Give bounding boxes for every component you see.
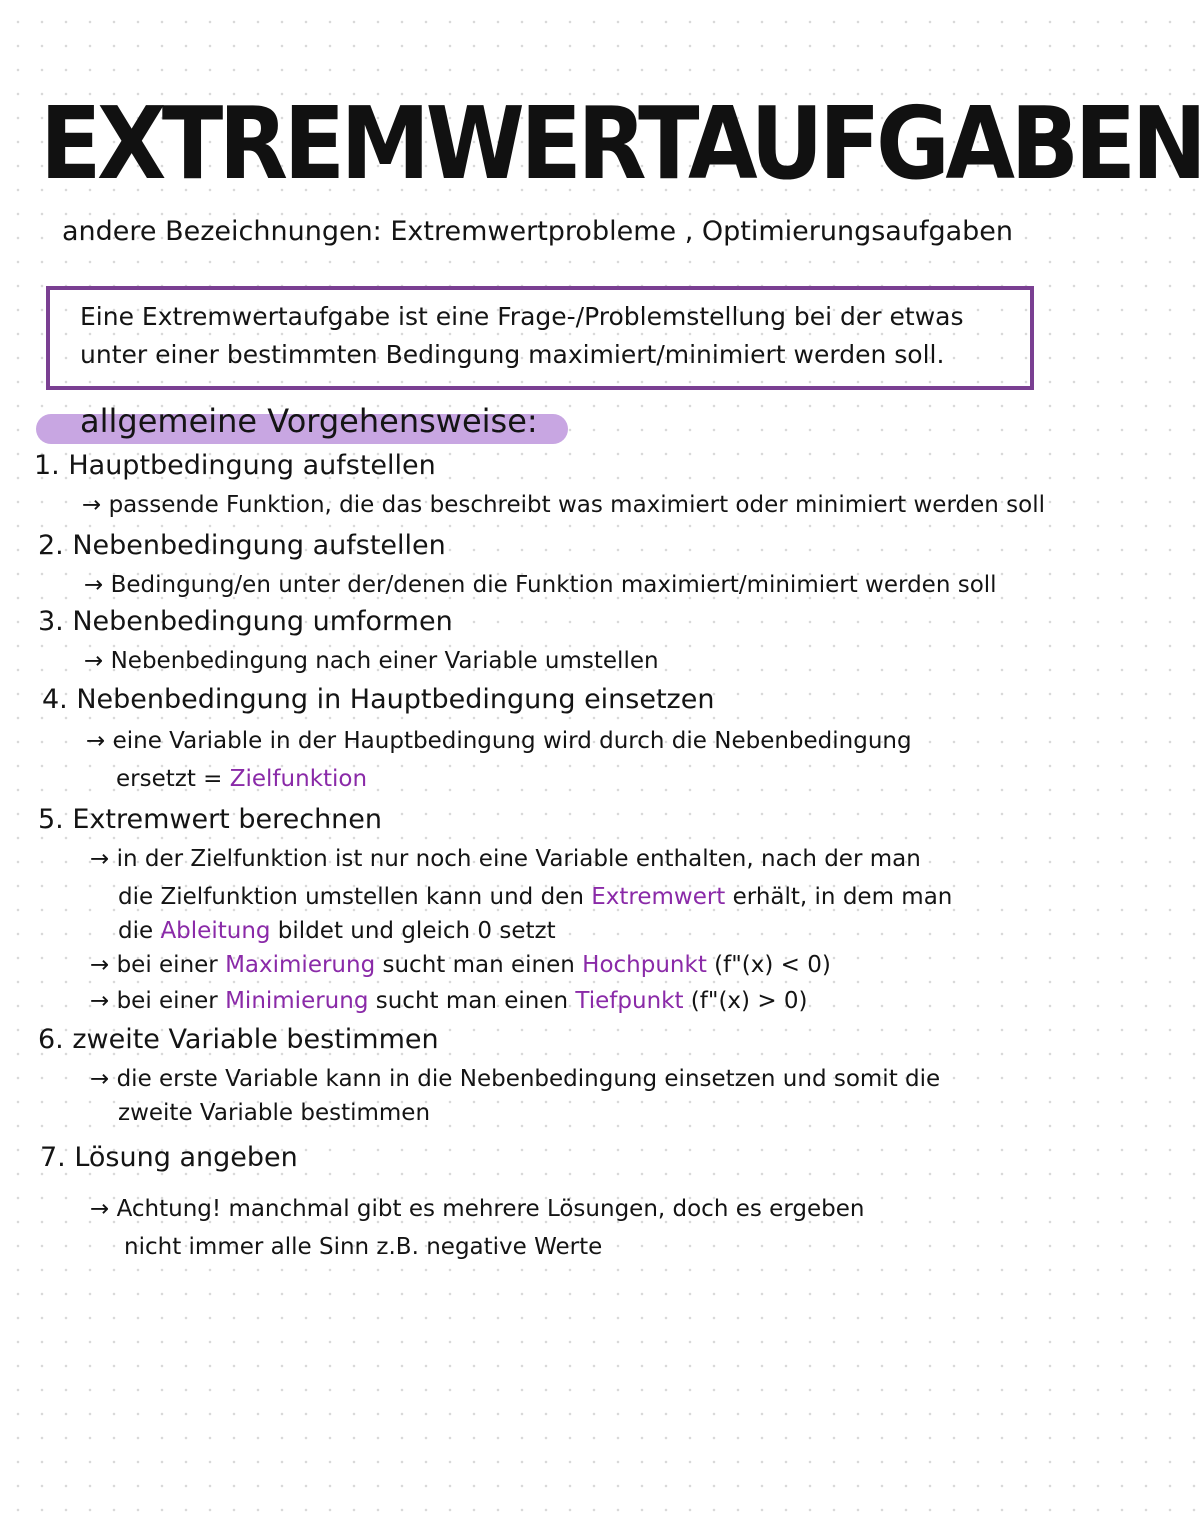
definition-line-1: Eine Extremwertaufgabe ist eine Frage-/Problemstellung bei der etwas	[80, 302, 964, 331]
step-5-detail-1: → in der Zielfunktion ist nur noch eine Variable enthalten, nach der man	[90, 846, 921, 872]
step-4-detail-2: ersetzt = Zielfunktion	[116, 766, 368, 792]
step-4-detail: → eine Variable in der Hauptbedingung wird durch die Nebenbedingung	[86, 728, 912, 754]
term-ableitung: Ableitung	[160, 918, 271, 944]
definition-line-2: unter einer bestimmten Bedingung maximiert/minimiert werden soll.	[80, 340, 945, 369]
step-3-title: 3. Nebenbedingung umformen	[38, 606, 453, 637]
step-7-detail-2: nicht immer alle Sinn z.B. negative Werte	[124, 1234, 603, 1260]
term-zielfunktion: Zielfunktion	[229, 766, 368, 792]
section-heading: allgemeine Vorgehensweise:	[80, 402, 538, 440]
step-2-title: 2. Nebenbedingung aufstellen	[38, 530, 446, 561]
term-maximierung: Maximierung	[225, 952, 376, 978]
step-5-title: 5. Extremwert berechnen	[38, 804, 383, 835]
step-5-detail-4: → bei einer Maximierung sucht man einen Hochpunkt (f"(x) < 0)	[90, 952, 831, 978]
step-4-title: 4. Nebenbedingung in Hauptbedingung einsetzen	[42, 684, 715, 715]
step-2-detail: → Bedingung/en unter der/denen die Funktion maximiert/minimiert werden soll	[84, 572, 997, 598]
step-6-title: 6. zweite Variable bestimmen	[38, 1024, 439, 1055]
step-1-detail: → passende Funktion, die das beschreibt was maximiert oder minimiert werden soll	[82, 492, 1045, 518]
term-extremwert: Extremwert	[591, 884, 726, 910]
definition-box	[46, 286, 1034, 390]
step-5-detail-3: die Ableitung bildet und gleich 0 setzt	[118, 918, 556, 944]
step-5-detail-5: → bei einer Minimierung sucht man einen Tiefpunkt (f"(x) > 0)	[90, 988, 808, 1014]
step-1-title: 1. Hauptbedingung aufstellen	[34, 450, 436, 481]
step-6-detail-1: → die erste Variable kann in die Nebenbedingung einsetzen und somit die	[90, 1066, 941, 1092]
page-title: EXTREMWERTAUFGABEN	[40, 85, 1202, 202]
term-hochpunkt: Hochpunkt	[582, 952, 707, 978]
subtitle: andere Bezeichnungen: Extremwertprobleme , Optimierungsaufgaben	[62, 216, 1013, 247]
step-7-title: 7. Lösung angeben	[40, 1142, 298, 1173]
term-tiefpunkt: Tiefpunkt	[575, 988, 684, 1014]
term-minimierung: Minimierung	[225, 988, 369, 1014]
step-6-detail-2: zweite Variable bestimmen	[118, 1100, 431, 1126]
step-3-detail: → Nebenbedingung nach einer Variable umstellen	[84, 648, 659, 674]
step-5-detail-2: die Zielfunktion umstellen kann und den Extremwert erhält, in dem man	[118, 884, 953, 910]
step-7-detail-1: → Achtung! manchmal gibt es mehrere Lösungen, doch es ergeben	[90, 1196, 865, 1222]
